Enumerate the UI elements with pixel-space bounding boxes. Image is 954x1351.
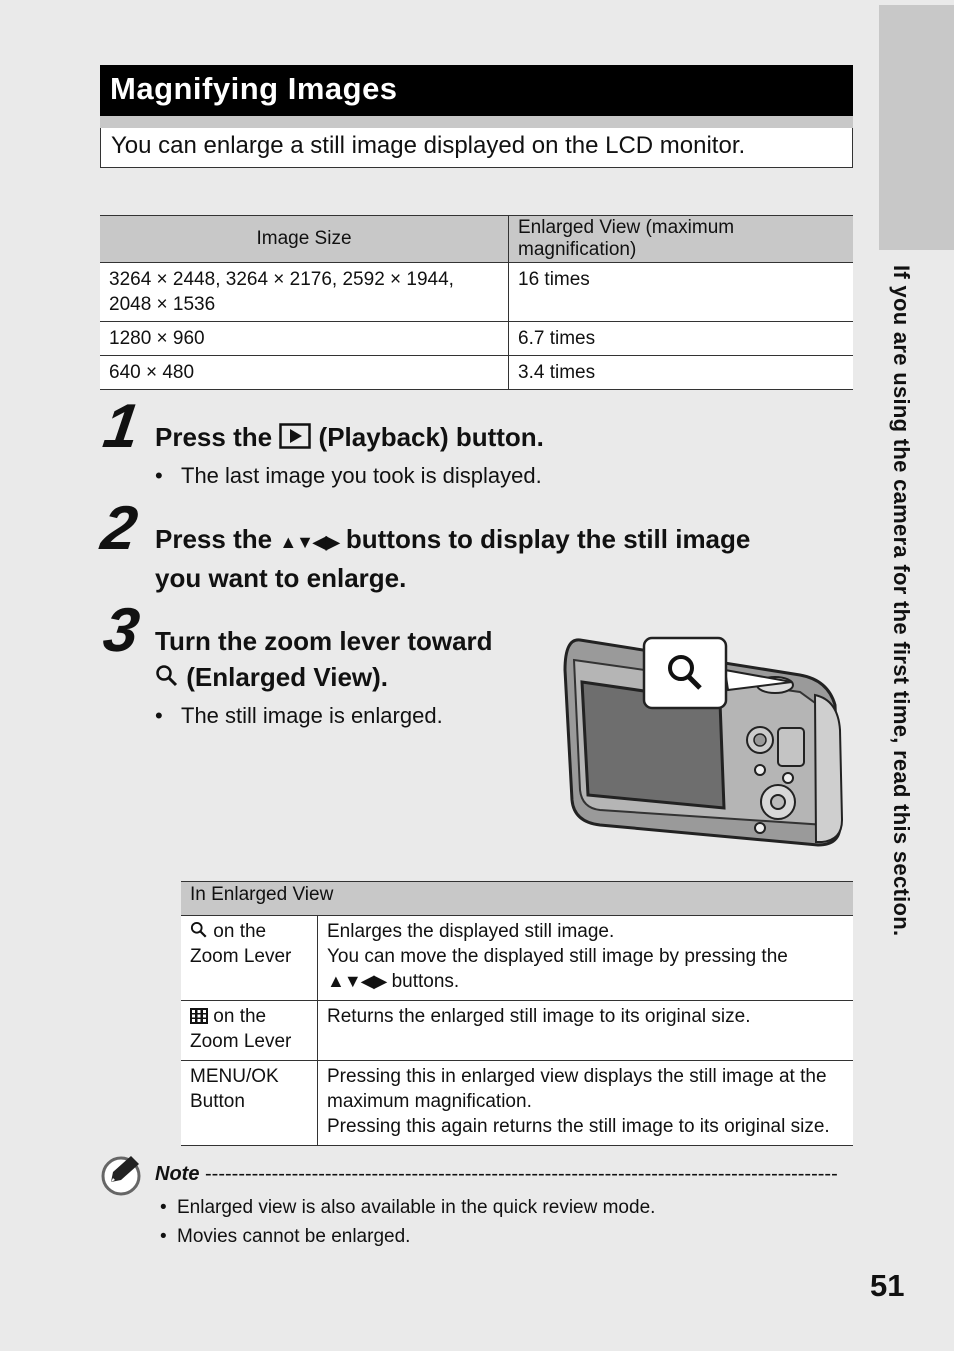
control-text: Button [190,1091,245,1112]
camera-illustration [560,630,850,855]
note-text: Enlarged view is also available in the quick review mode. [177,1197,656,1218]
image-size-cell [100,263,509,322]
bullet-dot: • [160,1226,167,1247]
enlarged-view-table [181,881,853,1146]
section-intro: You can enlarge a still image displayed on the LCD monitor. [100,128,853,168]
description-text: buttons. [391,971,460,992]
step-title [155,419,544,455]
bullet-text: The still image is enlarged. [181,703,443,728]
table-row [100,263,853,322]
table-row [100,356,853,390]
step-title [155,623,493,695]
image-size-line: 3264 × 2448, 3264 × 2176, 2592 × 1944, [109,269,454,290]
control-text: Zoom Lever [190,1031,292,1052]
side-tab-text: If you are using the camera for the first time, read this section. [889,265,914,937]
control-text: on the [213,1006,267,1027]
control-text: on the [213,921,267,942]
note-list [160,1193,655,1251]
table-row [181,1061,853,1146]
step-number: 2 [97,494,142,563]
table-header-row [100,216,853,263]
table-row [181,1001,853,1061]
col-header-image-size: Image Size [100,216,509,263]
step-title-text: (Playback) button. [318,422,544,452]
playback-icon [279,423,311,449]
arrow-buttons-icon: ▲▼◀▶ [327,971,387,991]
side-tab [879,5,954,250]
control-cell [181,916,318,1001]
step-title-text: Press the [155,524,273,554]
step-bullet [155,702,443,730]
step-number: 3 [99,596,144,665]
bullet-dot: • [160,1197,167,1218]
page-number: 51 [870,1268,905,1303]
magnify-icon [155,664,179,688]
control-cell [181,1001,318,1061]
step-title-text: Turn the zoom lever toward [155,626,493,656]
arrow-buttons-icon: ▲▼◀▶ [279,532,339,552]
step-number: 1 [99,392,144,461]
control-cell [181,1061,318,1146]
enlarged-view-cell: 16 times [509,263,854,322]
magnify-icon [190,921,208,939]
control-text: MENU/OK [190,1066,279,1087]
step-title [155,521,855,596]
table-header: In Enlarged View [181,882,853,916]
note-heading [155,1160,855,1188]
image-size-line: 2048 × 1536 [109,294,216,315]
table-row [100,322,853,356]
thumbnail-view-icon [190,1008,208,1024]
bullet-text: The last image you took is displayed. [181,463,542,488]
step-title-text: (Enlarged View). [186,662,389,692]
bullet-dot: • [155,703,163,728]
control-text: Zoom Lever [190,946,292,967]
table-row [181,916,853,1001]
image-size-cell: 640 × 480 [100,356,509,390]
description-cell [318,1061,854,1146]
step-title-text: you want to enlarge. [155,563,407,593]
note-dashes: ----------------------------------------------------------------------------------------------- [205,1163,838,1185]
enlarged-view-cell: 3.4 times [509,356,854,390]
table-header-row [181,882,853,916]
step-bullet [155,462,542,490]
description-cell: Returns the enlarged still image to its original size. [318,1001,854,1061]
col-header-enlarged-view: Enlarged View (maximum magnification) [509,216,854,263]
image-size-cell: 1280 × 960 [100,322,509,356]
bullet-dot: • [155,463,163,488]
section-title: Magnifying Images [100,65,853,116]
description-text: Pressing this in enlarged view displays the still image at the [327,1066,827,1087]
description-text: Pressing this again returns the still image to its original size. [327,1116,830,1137]
list-item [160,1222,655,1251]
step-title-text: buttons to display the still image [345,524,751,554]
step-title-text: Press the [155,422,273,452]
description-text: Enlarges the displayed still image. [327,921,615,942]
list-item [160,1193,655,1222]
description-text: maximum magnification. [327,1091,532,1112]
image-size-table [100,215,853,390]
enlarged-view-cell: 6.7 times [509,322,854,356]
title-strip [100,116,853,128]
description-cell [318,916,854,1001]
description-text: You can move the displayed still image by pressing the [327,946,788,967]
note-text: Movies cannot be enlarged. [177,1226,411,1247]
note-label: Note [155,1163,200,1185]
note-pencil-icon [101,1152,143,1196]
